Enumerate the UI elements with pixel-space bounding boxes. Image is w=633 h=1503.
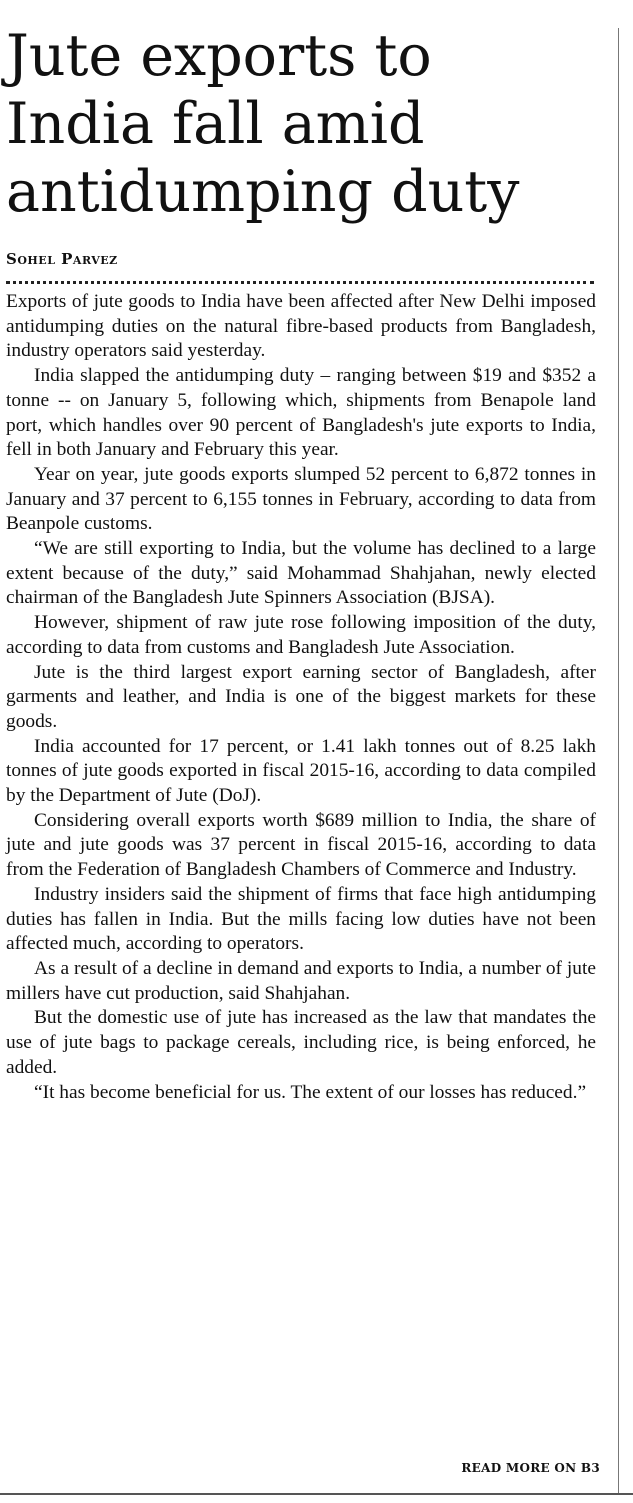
bottom-rule [0,1493,633,1495]
article-body [6,290,596,1105]
paragraph: Exports of jute goods to India have been affected after New Delhi imposed antidumping duties on the natural fibre-based products from Bangladesh, industry operators said yesterday. [6,291,596,362]
byline: Sohel Parvez [6,250,118,268]
paragraph: India slapped the antidumping duty – ranging between $19 and $352 a tonne -- on January 5, following which, shipments from Benapole land port, which handles over 90 percent of Bangladesh's jute exports to India, fell in both January and February this year. [6,365,596,461]
paragraph: Considering overall exports worth $689 million to India, the share of jute and jute goods was 37 percent in fiscal 2015-16, according to data from the Federation of Bangladesh Chambers of Commerce and Industry. [6,809,596,881]
paragraph: Jute is the third largest export earning sector of Bangladesh, after garments and leather, and India is one of the biggest markets for these goods. [6,661,596,732]
article [6,22,596,1105]
headline-line: antidumping duty [6,159,520,225]
headline [6,22,606,226]
paragraph: India accounted for 17 percent, or 1.41 lakh tonnes out of 8.25 lakh tonnes of jute goods exported in fiscal 2015-16, according to data compiled by the Department of Jute (DoJ). [6,735,596,807]
headline-line: India fall amid [6,91,425,157]
paragraph: However, shipment of raw jute rose following imposition of the duty, according to data from customs and Bangladesh Jute Association. [6,612,596,658]
paragraph: Industry insiders said the shipment of firms that face high antidumping duties has fallen in India. But the mills facing low duties have not been affected much, according to operators. [6,883,596,955]
headline-line: Jute exports to [6,23,432,89]
paragraph: As a result of a decline in demand and exports to India, a number of jute millers have cut production, said Shahjahan. [6,957,596,1004]
paragraph: Year on year, jute goods exports slumped 52 percent to 6,872 tonnes in January and 37 percent to 6,155 tonnes in February, according to data from Beanpole customs. [6,463,596,535]
column-divider-rule [618,28,619,1494]
dotted-separator [6,281,594,284]
paragraph: “It has become beneficial for us. The extent of our losses has reduced.” [34,1081,587,1103]
paragraph: But the domestic use of jute has increased as the law that mandates the use of jute bags to package cereals, including rice, is being enforced, he added. [6,1007,596,1078]
paragraph: “We are still exporting to India, but the volume has declined to a large extent because of the duty,” said Mohammad Shahjahan, newly elected chairman of the Bangladesh Jute Spinners Association (BJSA). [6,538,596,609]
read-more-link[interactable]: READ MORE ON B3 [461,1461,600,1475]
